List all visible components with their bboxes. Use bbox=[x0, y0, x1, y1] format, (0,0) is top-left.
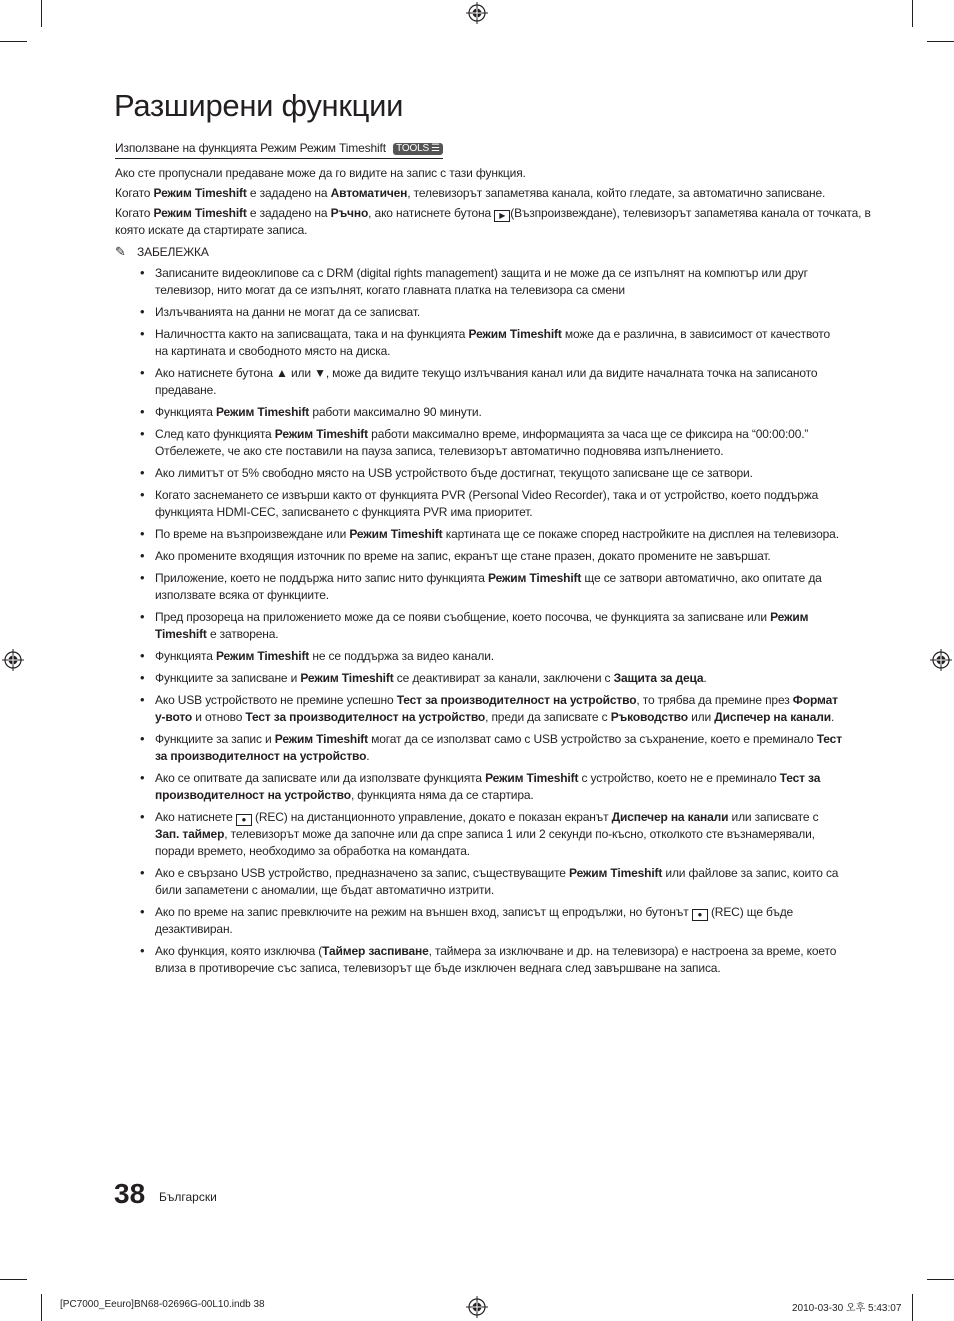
list-item-text: или bbox=[687, 710, 715, 724]
list-item-text: могат да се използват само с USB устройство за съхранение, което е преминало bbox=[367, 732, 817, 746]
content-section bbox=[115, 140, 875, 982]
list-item-text: , таймера за изключване и др. на телевизора) е настроена за време, което влиза в противоречие със записа, телевизорът ще бъде изключен веднага след завършване на записа. bbox=[155, 944, 837, 975]
crosshair-circle-icon bbox=[466, 2, 488, 24]
intro-paragraph: Ако сте пропуснали предаване може да го видите на запис с тази функция. bbox=[115, 166, 526, 180]
list-item-text: картината ще се покаже според настройките на дисплея на телевизора. bbox=[442, 527, 839, 541]
list-item-text: Ако натиснете бутона ▲ или ▼, може да видите текущо излъчвания канал или да видите началната точка на записаното предаване. bbox=[155, 366, 818, 397]
list-item-text: , функцията няма да се стартира. bbox=[350, 788, 534, 802]
note-label: ЗАБЕЛЕЖКА bbox=[137, 245, 209, 259]
note-list bbox=[115, 265, 875, 977]
list-item-text: След като функцията bbox=[155, 427, 275, 441]
list-item-text: или файлове за запис, които са били запаметени с аномалии, ще бъдат автоматично изтрити. bbox=[155, 866, 839, 897]
bold-term: Режим Timeshift bbox=[349, 527, 443, 541]
list-item bbox=[115, 487, 845, 521]
crosshair-circle-icon bbox=[930, 649, 952, 671]
section-heading bbox=[115, 140, 443, 159]
list-item-text: Ако се опитвате да записвате или да използвате функцията bbox=[155, 771, 486, 785]
auto-paragraph: Когато Режим Timeshift е зададено на Автоматичен, телевизорът запаметява канала, който гледате, за автоматично записване. bbox=[115, 186, 826, 200]
list-item-text: се деактивират за канали, заключени с bbox=[393, 671, 614, 685]
list-item-text: работи максимално 90 минути. bbox=[309, 405, 482, 419]
list-item-text: или записвате с bbox=[728, 810, 819, 824]
list-item-text: Функцията bbox=[155, 405, 216, 419]
list-item bbox=[115, 326, 845, 360]
list-item-text: Излъчванията на данни не могат да се записват. bbox=[155, 305, 421, 319]
list-item-text: , телевизорът може да започне или да спре записа 1 или 2 секунди по-късно, отколкото сте възнамерявали, поради времето, необходимо за обработка на командата. bbox=[155, 827, 815, 858]
list-item bbox=[115, 570, 845, 604]
list-item-text: Наличността както на записващата, така и на функцията bbox=[155, 327, 469, 341]
bold-term: Режим Timeshift bbox=[569, 866, 663, 880]
manual-paragraph: Когато Режим Timeshift е зададено на Ръчно, ако натиснете бутона ▶ (Възпроизвеждане), телевизорът запаметява канала от точката, в която искате да стартирате записа. bbox=[115, 206, 871, 237]
list-item bbox=[115, 609, 845, 643]
list-item-text: Функциите за запис и bbox=[155, 732, 275, 746]
list-item-text: Ако натиснете bbox=[155, 810, 236, 824]
list-item-text: Функциите за записване и bbox=[155, 671, 301, 685]
bold-term: Тест за производителност на устройство bbox=[245, 710, 486, 724]
list-item-text: Ако по време на запис превключите на режим на външен вход, записът щ епродължи, но бутонът bbox=[155, 905, 692, 919]
bold-term: Режим Timeshift bbox=[468, 327, 562, 341]
list-item bbox=[115, 404, 845, 421]
tools-badge-label: TOOLS bbox=[396, 143, 430, 154]
crop-mark bbox=[927, 41, 954, 42]
list-item-text: ще се затвори автоматично, ако опитате да използвате всяка от функциите. bbox=[155, 571, 822, 602]
crop-mark bbox=[927, 1279, 954, 1280]
list-item bbox=[115, 865, 845, 899]
list-item-text: , то трябва да премине през bbox=[636, 693, 793, 707]
list-item bbox=[115, 670, 845, 687]
list-item-text: може да е различна, в зависимост от качеството на картината и свободното място на диска. bbox=[155, 327, 831, 358]
list-item bbox=[115, 265, 845, 299]
crop-mark bbox=[912, 1294, 913, 1321]
crop-mark bbox=[41, 0, 42, 27]
page-title: Разширени функции bbox=[114, 88, 404, 123]
list-item bbox=[115, 548, 845, 565]
list-item bbox=[115, 426, 845, 460]
list-item bbox=[115, 648, 845, 665]
note-heading bbox=[115, 243, 875, 261]
crosshair-circle-icon bbox=[2, 649, 24, 671]
bold-term: Диспечер на канали bbox=[611, 810, 729, 824]
rec-icon: ● bbox=[236, 814, 252, 826]
bold-term: Режим Timeshift bbox=[274, 732, 368, 746]
list-item-text: и отново bbox=[192, 710, 246, 724]
crop-mark bbox=[0, 1279, 27, 1280]
list-item-text: работи максимално време, информацията за часа ще се фиксира на “00:00:00.” Отбележете, че ако сте поставили на пауза записа, телевизорът автоматично подновява изпълнението. bbox=[155, 427, 809, 458]
page-language: Български bbox=[159, 1190, 217, 1204]
list-item bbox=[115, 526, 845, 543]
list-item bbox=[115, 465, 845, 482]
list-item-text: Ако промените входящия източник по време на запис, екранът ще стане празен, докато промените не завършат. bbox=[155, 549, 771, 563]
list-item-text: не се поддържа за видео канали. bbox=[309, 649, 494, 663]
list-item bbox=[115, 365, 845, 399]
list-item bbox=[115, 770, 845, 804]
list-item-text: Функцията bbox=[155, 649, 216, 663]
bold-term: Режим Timeshift bbox=[215, 405, 310, 419]
crosshair-circle-icon bbox=[466, 1296, 488, 1318]
list-item-text: Записаните видеоклипове са с DRM (digital rights management) защита и не може да се изпълнят на компютър или друг телевизор, нито могат да се изпълнят, когато главната платка на телевизора са смени bbox=[155, 266, 808, 297]
list-item-text: Ако е свързано USB устройство, предназначено за запис, съществуващите bbox=[155, 866, 570, 880]
section-heading-text: Използване на функцията Режим Режим Timeshift bbox=[115, 141, 386, 155]
list-item-text: Ако USB устройството не премине успешно bbox=[155, 693, 397, 707]
footer-file: [PC7000_Eeuro]BN68-02696G-00L10.indb 38 bbox=[60, 1299, 265, 1310]
bold-term: Таймер заспиване bbox=[322, 944, 429, 958]
list-item-text: с устройство, което не е преминало bbox=[578, 771, 780, 785]
list-item-text: , преди да записвате с bbox=[485, 710, 611, 724]
bold-term: Режим Timeshift bbox=[300, 671, 394, 685]
list-item-text: Пред прозореца на приложението може да се появи съобщение, което посочва, че функцията за записване или bbox=[155, 610, 771, 624]
play-icon: ▶ bbox=[494, 210, 510, 222]
bold-term: Формат у-вото bbox=[155, 693, 838, 724]
bold-term: Диспечер на канали bbox=[714, 710, 831, 724]
footer-timestamp: 2010-03-30 오후 5:43:07 bbox=[792, 1303, 902, 1314]
bold-term: Защита за деца bbox=[613, 671, 704, 685]
list-item-text: (REC) на дистанционното управление, докато е показан екранът bbox=[251, 810, 612, 824]
list-item bbox=[115, 904, 845, 938]
list-item-text: По време на възпроизвеждане или bbox=[155, 527, 350, 541]
crop-mark bbox=[0, 41, 27, 42]
bold-term: Тест за производителност на устройство bbox=[155, 771, 821, 802]
list-item bbox=[115, 692, 845, 726]
page-number: 38 bbox=[114, 1178, 146, 1209]
pencil-icon: ✎ bbox=[115, 244, 126, 259]
list-item-text: . bbox=[366, 749, 370, 763]
tools-icon: ☰ bbox=[431, 143, 440, 154]
list-item bbox=[115, 731, 845, 765]
list-item-text: . bbox=[830, 710, 835, 724]
bold-term: Режим Timeshift bbox=[485, 771, 579, 785]
list-item bbox=[115, 809, 845, 860]
list-item bbox=[115, 943, 845, 977]
bold-term: Тест за производителност на устройство bbox=[155, 732, 842, 763]
list-item-text: Когато заснемането се извърши както от функцията PVR (Personal Video Recorder), така и от устройство, което поддържа функцията HDMI-CEC, записването с функцията PVR има приоритет. bbox=[155, 488, 819, 519]
bold-term: Режим Timeshift bbox=[155, 610, 809, 641]
list-item bbox=[115, 304, 845, 321]
crop-mark bbox=[41, 1294, 42, 1321]
list-item-text: е затворена. bbox=[206, 627, 279, 641]
list-item-text: . bbox=[703, 671, 707, 685]
rec-icon: ● bbox=[692, 909, 708, 921]
bold-term: Режим Timeshift bbox=[274, 427, 368, 441]
list-item-text: Ако лимитът от 5% свободно място на USB устройството бъде достигнат, текущото записване ще се затвори. bbox=[155, 466, 753, 480]
bold-term: Ръководство bbox=[610, 710, 688, 724]
list-item-text: Приложение, което не поддържа нито запис нито функцията bbox=[155, 571, 489, 585]
list-item-text: (REC) ще бъде дезактивиран. bbox=[155, 905, 794, 936]
bold-term: Режим Timeshift bbox=[488, 571, 582, 585]
bold-term: Зап. таймер bbox=[155, 827, 225, 841]
bold-term: Режим Timeshift bbox=[215, 649, 310, 663]
list-item-text: Ако функция, която изключва ( bbox=[155, 944, 323, 958]
tools-badge bbox=[393, 143, 443, 155]
crop-mark bbox=[912, 0, 913, 27]
bold-term: Тест за производителност на устройство bbox=[396, 693, 637, 707]
